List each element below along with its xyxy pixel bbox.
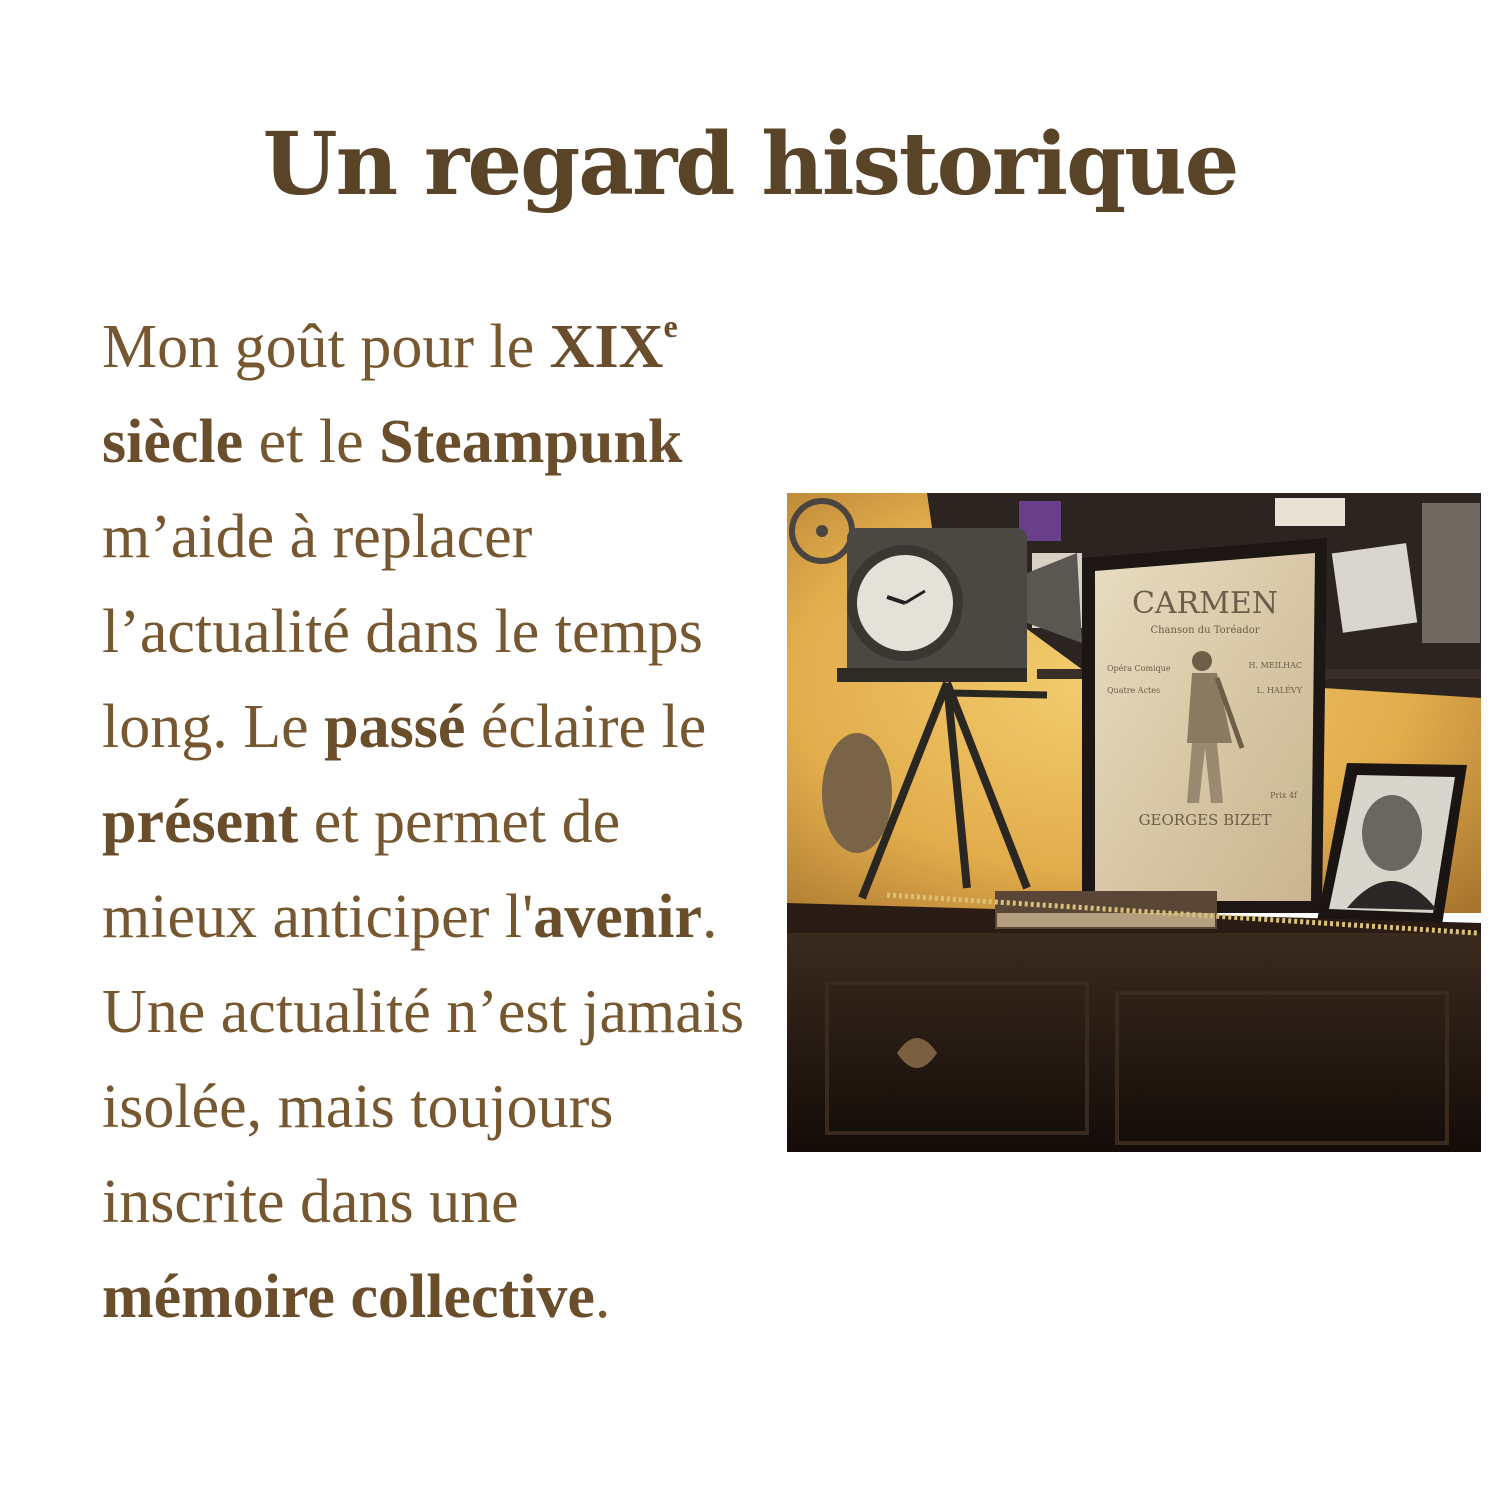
emphasis-century-word: siècle (102, 408, 244, 476)
text-segment: . Une actualité n’est jamais isolée, mais toujours inscrite dans une (102, 883, 745, 1236)
text-segment: et le (243, 408, 380, 476)
poster-composer: GEORGES BIZET (1138, 811, 1272, 829)
poster-left-2: Quatre Actes (1107, 686, 1161, 695)
desk-body (787, 933, 1481, 1152)
note-card (1275, 498, 1345, 526)
text-segment: . (594, 1263, 611, 1331)
body-paragraph (102, 300, 762, 1345)
sheet-music (1332, 543, 1417, 633)
vintage-decor-photo (787, 493, 1481, 1152)
poster-subtitle: Chanson du Toréador (1150, 625, 1260, 636)
emphasis-avenir: avenir (533, 883, 702, 951)
emphasis-present: présent (102, 788, 299, 856)
emphasis-memoire: mémoire collective (102, 1263, 595, 1331)
bronze-mask (822, 733, 892, 853)
page-title: Un regard historique (262, 114, 1238, 215)
emphasis-century-numeral: XIX (549, 313, 664, 381)
superscript-e: e (663, 308, 678, 344)
poster-right-1: H. MEILHAC (1248, 661, 1302, 670)
carmen-poster (1082, 538, 1327, 913)
emphasis-steampunk: Steampunk (379, 408, 683, 476)
text-segment: et permet de mieux anticiper l' (102, 788, 621, 951)
photo-illustration (787, 493, 1481, 1152)
text-segment: Mon goût pour le (102, 313, 550, 381)
emphasis-passe: passé (324, 693, 466, 761)
text-segment: m’aide à replacer l’actualité dans le temps long. Le (102, 503, 703, 761)
text-segment: éclaire le (465, 693, 707, 761)
poster-left-1: Opéra Comique (1107, 664, 1171, 673)
poster-title: CARMEN (1131, 586, 1279, 621)
poster-right-2: L. HALÉVY (1256, 686, 1302, 695)
poster-price: Prix 4f (1270, 791, 1297, 800)
old-photo (1422, 503, 1480, 643)
